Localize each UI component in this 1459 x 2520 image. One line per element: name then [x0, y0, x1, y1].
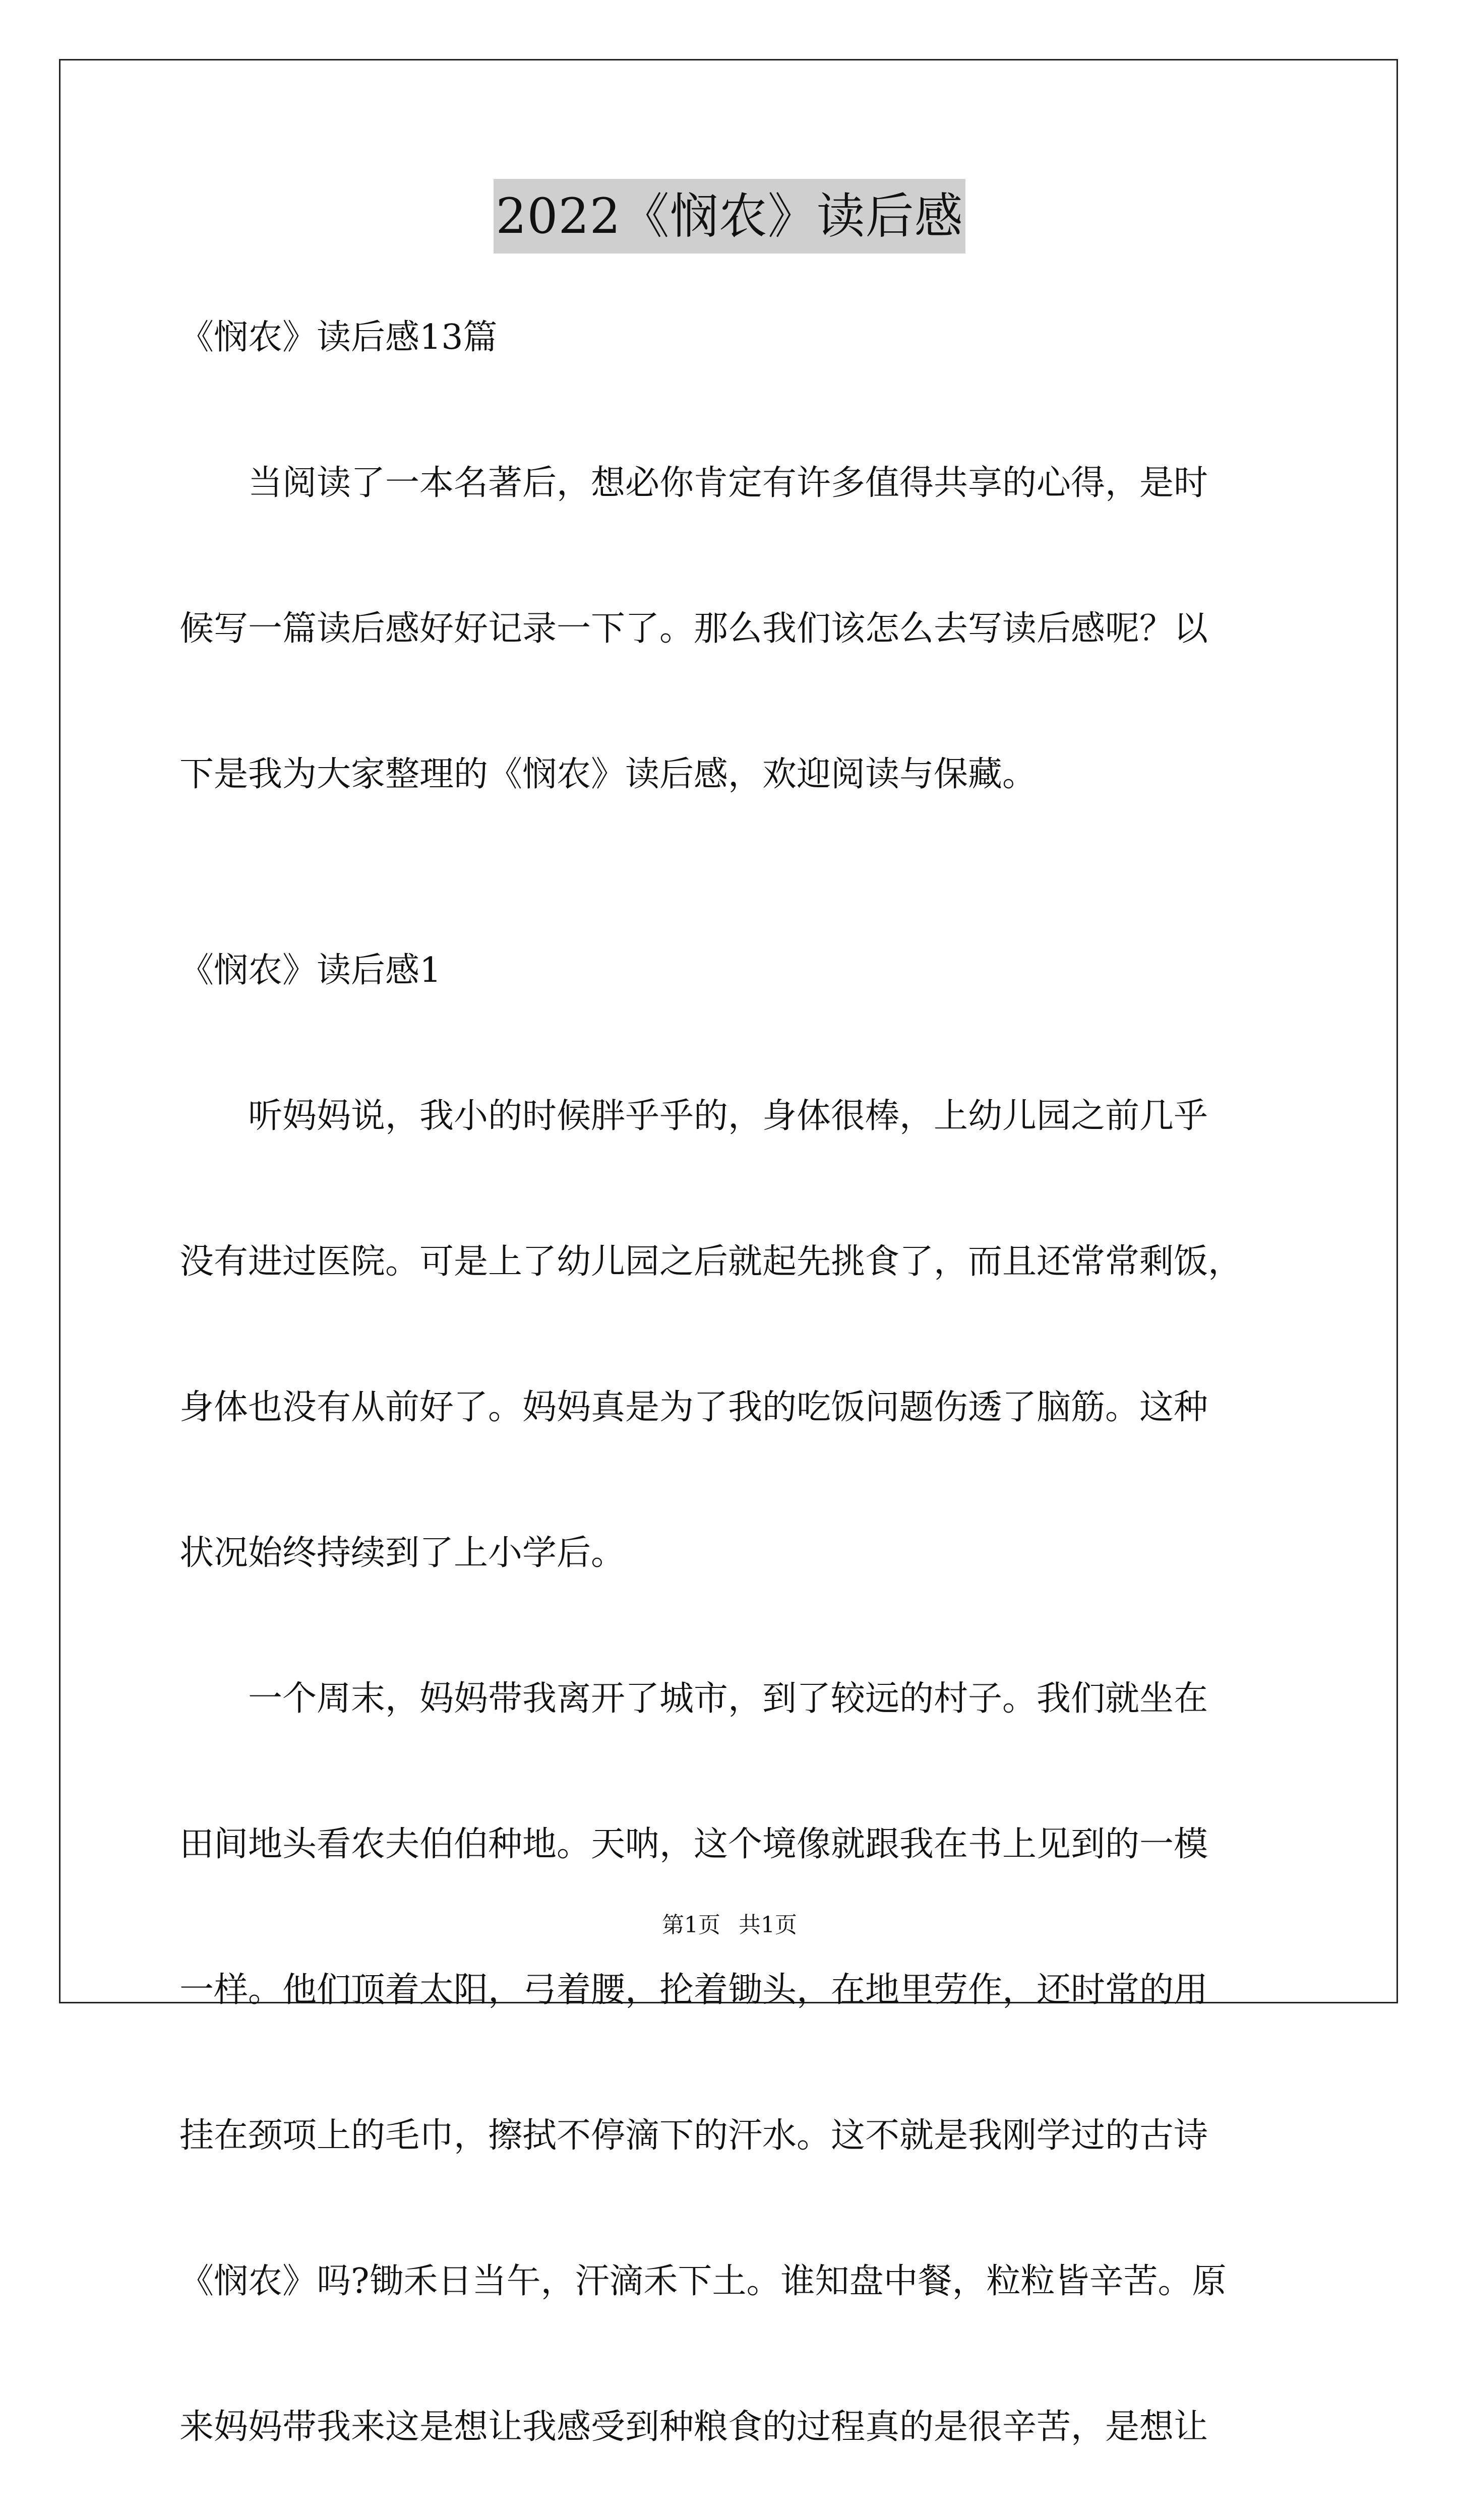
- paragraph-2: [179, 1674, 1289, 2452]
- text-line: 挂在颈项上的毛巾，擦拭不停滴下的汗水。这不就是我刚学过的古诗: [179, 2116, 1208, 2156]
- document-body: [179, 312, 1289, 2520]
- text-line: 身体也没有从前好了。妈妈真是为了我的吃饭问题伤透了脑筋。这种: [179, 1388, 1208, 1427]
- page-number-total: 共1页: [739, 1912, 797, 1938]
- text-line: 田间地头看农夫伯伯种地。天呐，这个境像就跟我在书上见到的一模: [179, 1824, 1208, 1864]
- title-wrap: [0, 179, 1459, 254]
- text-line: 候写一篇读后感好好记录一下了。那么我们该怎么去写读后感呢？以: [179, 609, 1208, 649]
- text-line: 一样。他们顶着太阳，弓着腰，抡着锄头，在地里劳作，还时常的用: [179, 1970, 1208, 2010]
- paragraph-1: [179, 1091, 1289, 1579]
- section-heading: 《悯农》读后感1: [179, 951, 442, 990]
- text-line: 没有进过医院。可是上了幼儿园之后就起先挑食了，而且还常常剩饭，: [179, 1242, 1243, 1282]
- text-line: 《悯农》吗?锄禾日当午，汗滴禾下土。谁知盘中餐，粒粒皆辛苦。原: [179, 2261, 1227, 2301]
- intro-paragraph: [179, 458, 1289, 800]
- text-line: 当阅读了一本名著后，想必你肯定有许多值得共享的心得，是时: [248, 463, 1208, 503]
- section-spacer: [179, 895, 1289, 946]
- text-line: 来妈妈带我来这是想让我感受到种粮食的过程真的是很辛苦，是想让: [179, 2407, 1208, 2447]
- page-number-current: 第1页: [662, 1912, 720, 1938]
- document-title: 2022《悯农》读后感: [494, 179, 965, 254]
- text-line: 听妈妈说，我小的时候胖乎乎的，身体很棒，上幼儿园之前几乎: [248, 1096, 1208, 1136]
- page-footer: [0, 1910, 1459, 1940]
- text-line: 状况始终持续到了上小学后。: [179, 1533, 626, 1573]
- text-line: 下是我为大家整理的《悯农》读后感，欢迎阅读与保藏。: [179, 754, 1037, 794]
- main-heading: 《悯农》读后感13篇: [179, 318, 498, 357]
- text-line: 一个周末，妈妈带我离开了城市，到了较远的村子。我们就坐在: [248, 1679, 1208, 1719]
